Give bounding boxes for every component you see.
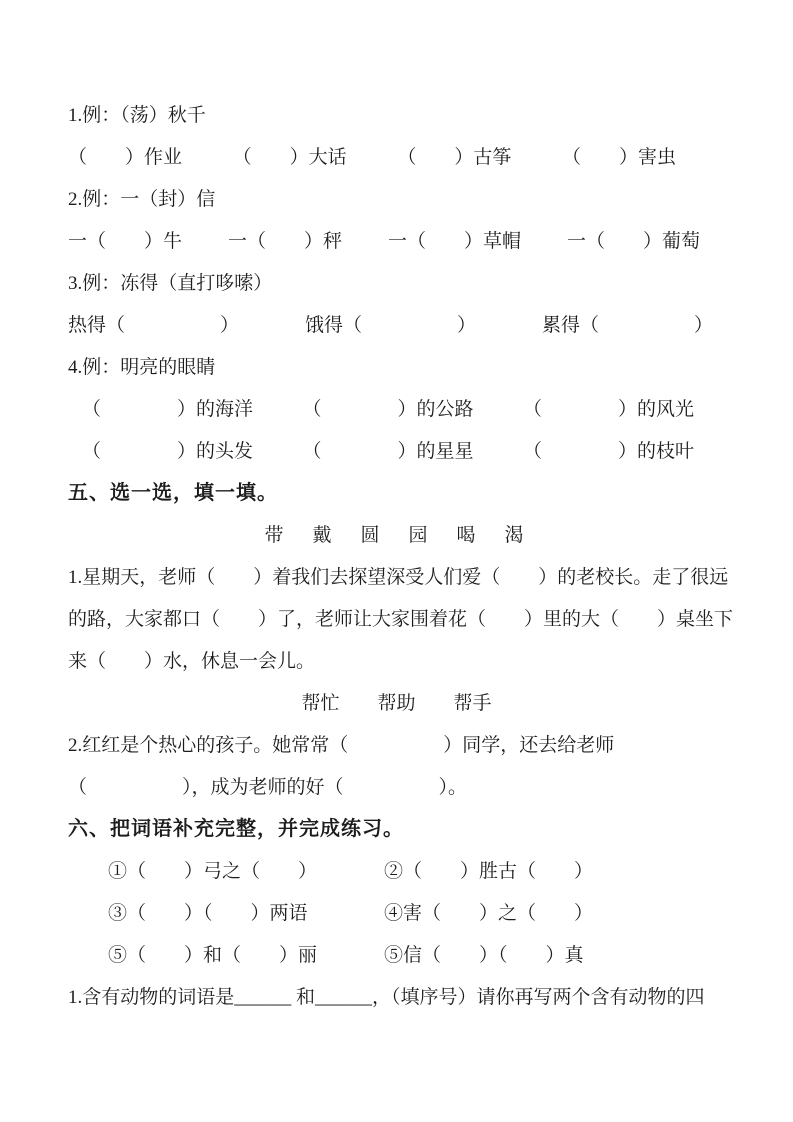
blank-item: （ ）的公路	[302, 398, 474, 420]
idiom-item: ①（ ）弓之（ ）	[108, 860, 318, 882]
blank-item: （ ）害虫	[561, 146, 676, 168]
blank-item: （ ）的枝叶	[522, 440, 694, 462]
blank-item: 一（ ）草帽	[387, 230, 521, 252]
section-6-heading: 六、把词语补充完整，并完成练习。	[68, 818, 404, 840]
idiom-item: ③（ ）（ ）两语	[108, 902, 308, 924]
example-3-line: 3.例：冻得（直打哆嗦）	[68, 272, 273, 294]
blank-item: 累得（ ）	[541, 314, 713, 336]
example-1-line: 1.例：（荡）秋千	[68, 104, 206, 126]
blank-item: （ ）的海洋	[82, 398, 254, 420]
blank-item: 一（ ）秤	[227, 230, 342, 252]
idiom-item: ②（ ）胜古（ ）	[384, 860, 594, 882]
example-2-line: 2.例：一（封）信	[68, 188, 216, 210]
q1-sentence-line-2: 的路，大家都口（ ）了，老师让大家围着花（ ）里的大（ ）桌坐下	[68, 608, 734, 630]
blanks-row-4a	[82, 388, 694, 430]
idiom-item: ⑤（ ）和（ ）丽	[108, 944, 318, 966]
blank-item: （ ）古筝	[397, 146, 512, 168]
blank-item: （ ）的星星	[302, 440, 474, 462]
blank-item: 一（ ）葡萄	[566, 230, 700, 252]
blank-item: 一（ ）牛	[68, 230, 183, 252]
blank-item: （ ）的风光	[522, 398, 694, 420]
blanks-row-1	[68, 136, 676, 178]
word-bank-2: 帮忙 帮助 帮手	[301, 692, 492, 714]
idiom-item: ⑤信（ ）（ ）真	[384, 944, 584, 966]
blanks-row-2	[68, 220, 700, 262]
q1-sentence-line-3: 来（ ）水，休息一会儿。	[68, 650, 316, 672]
section-5-heading: 五、选一选，填一填。	[68, 482, 278, 504]
q2-sentence-line-2: （ ），成为老师的好（ ）。	[68, 776, 468, 798]
example-4-line: 4.例：明亮的眼睛	[68, 356, 216, 378]
idiom-row-1	[68, 850, 773, 892]
word-bank-1: 带 戴 圆 园 喝 渴	[264, 524, 529, 546]
blanks-row-3	[68, 304, 713, 346]
idiom-row-2	[68, 892, 773, 934]
blank-item: （ ）作业	[68, 146, 183, 168]
blank-item: （ ）大话	[232, 146, 347, 168]
blank-item: 热得（ ）	[68, 314, 240, 336]
section-6-question-1: 1.含有动物的词语是______ 和______，（填序号）请你再写两个含有动物的四	[68, 986, 705, 1008]
q1-sentence-line-1: 1.星期天，老师（ ）着我们去探望深受人们爱（ ）的老校长。走了很远	[68, 566, 729, 588]
idiom-row-3	[68, 934, 773, 976]
worksheet-content	[68, 94, 773, 1018]
blank-item: （ ）的头发	[82, 440, 254, 462]
idiom-item: ④害（ ）之（ ）	[384, 902, 594, 924]
blank-item: 饿得（ ）	[304, 314, 476, 336]
blanks-row-4b	[82, 430, 694, 472]
q2-sentence-line-1: 2.红红是个热心的孩子。她常常（ ）同学，还去给老师	[68, 734, 615, 756]
